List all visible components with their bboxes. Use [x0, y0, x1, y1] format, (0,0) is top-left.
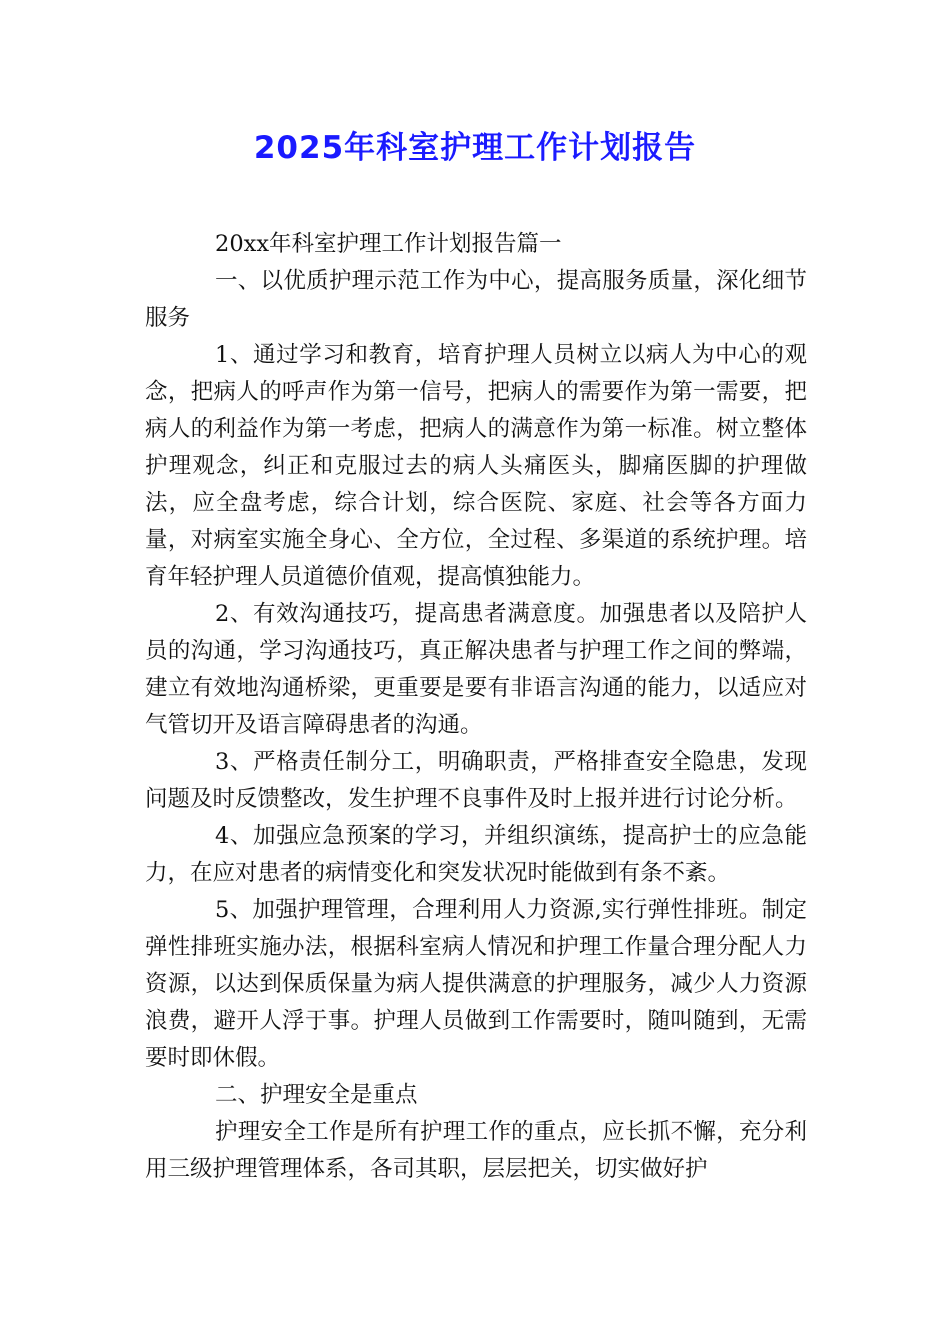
document-body: [145, 226, 807, 1188]
body-paragraph: 2、有效沟通技巧，提高患者满意度。加强患者以及陪护人员的沟通，学习沟通技巧，真正解决患者与护理工作之间的弊端，建立有效地沟通桥梁，更重要是要有非语言沟通的能力，以适应对气管切开及语言障碍患者的沟通。: [145, 601, 807, 738]
body-paragraph: 5、加强护理管理，合理利用人力资源,实行弹性排班。制定弹性排班实施办法，根据科室病人情况和护理工作量合理分配人力资源，以达到保质保量为病人提供满意的护理服务，减少人力资源浪费，避开人浮于事。护理人员做到工作需要时，随叫随到，无需要时即休假。: [145, 897, 807, 1071]
body-paragraph: 3、严格责任制分工，明确职责，严格排查安全隐患，发现问题及时反馈整改，发生护理不良事件及时上报并进行讨论分析。: [145, 749, 807, 812]
document-title: 2025年科室护理工作计划报告: [253, 130, 697, 166]
section-heading-1: 一、以优质护理示范工作为中心，提高服务质量，深化细节服务: [145, 268, 807, 331]
body-paragraph: 4、加强应急预案的学习，并组织演练，提高护士的应急能力，在应对患者的病情变化和突发状况时能做到有条不紊。: [145, 823, 807, 886]
subtitle-paragraph: 20xx年科室护理工作计划报告篇一: [215, 231, 562, 257]
body-paragraph: 护理安全工作是所有护理工作的重点，应长抓不懈，充分利用三级护理管理体系，各司其职，层层把关，切实做好护: [145, 1119, 807, 1182]
body-paragraph: 1、通过学习和教育，培育护理人员树立以病人为中心的观念，把病人的呼声作为第一信号，把病人的需要作为第一需要，把病人的利益作为第一考虑，把病人的满意作为第一标准。树立整体护理观念，纠正和克服过去的病人头痛医头，脚痛医脚的护理做法，应全盘考虑，综合计划，综合医院、家庭、社会等各方面力量，对病室实施全身心、全方位，全过程、多渠道的系统护理。培育年轻护理人员道德价值观，提高慎独能力。: [145, 342, 807, 590]
section-heading-2: 二、护理安全是重点: [215, 1082, 418, 1108]
